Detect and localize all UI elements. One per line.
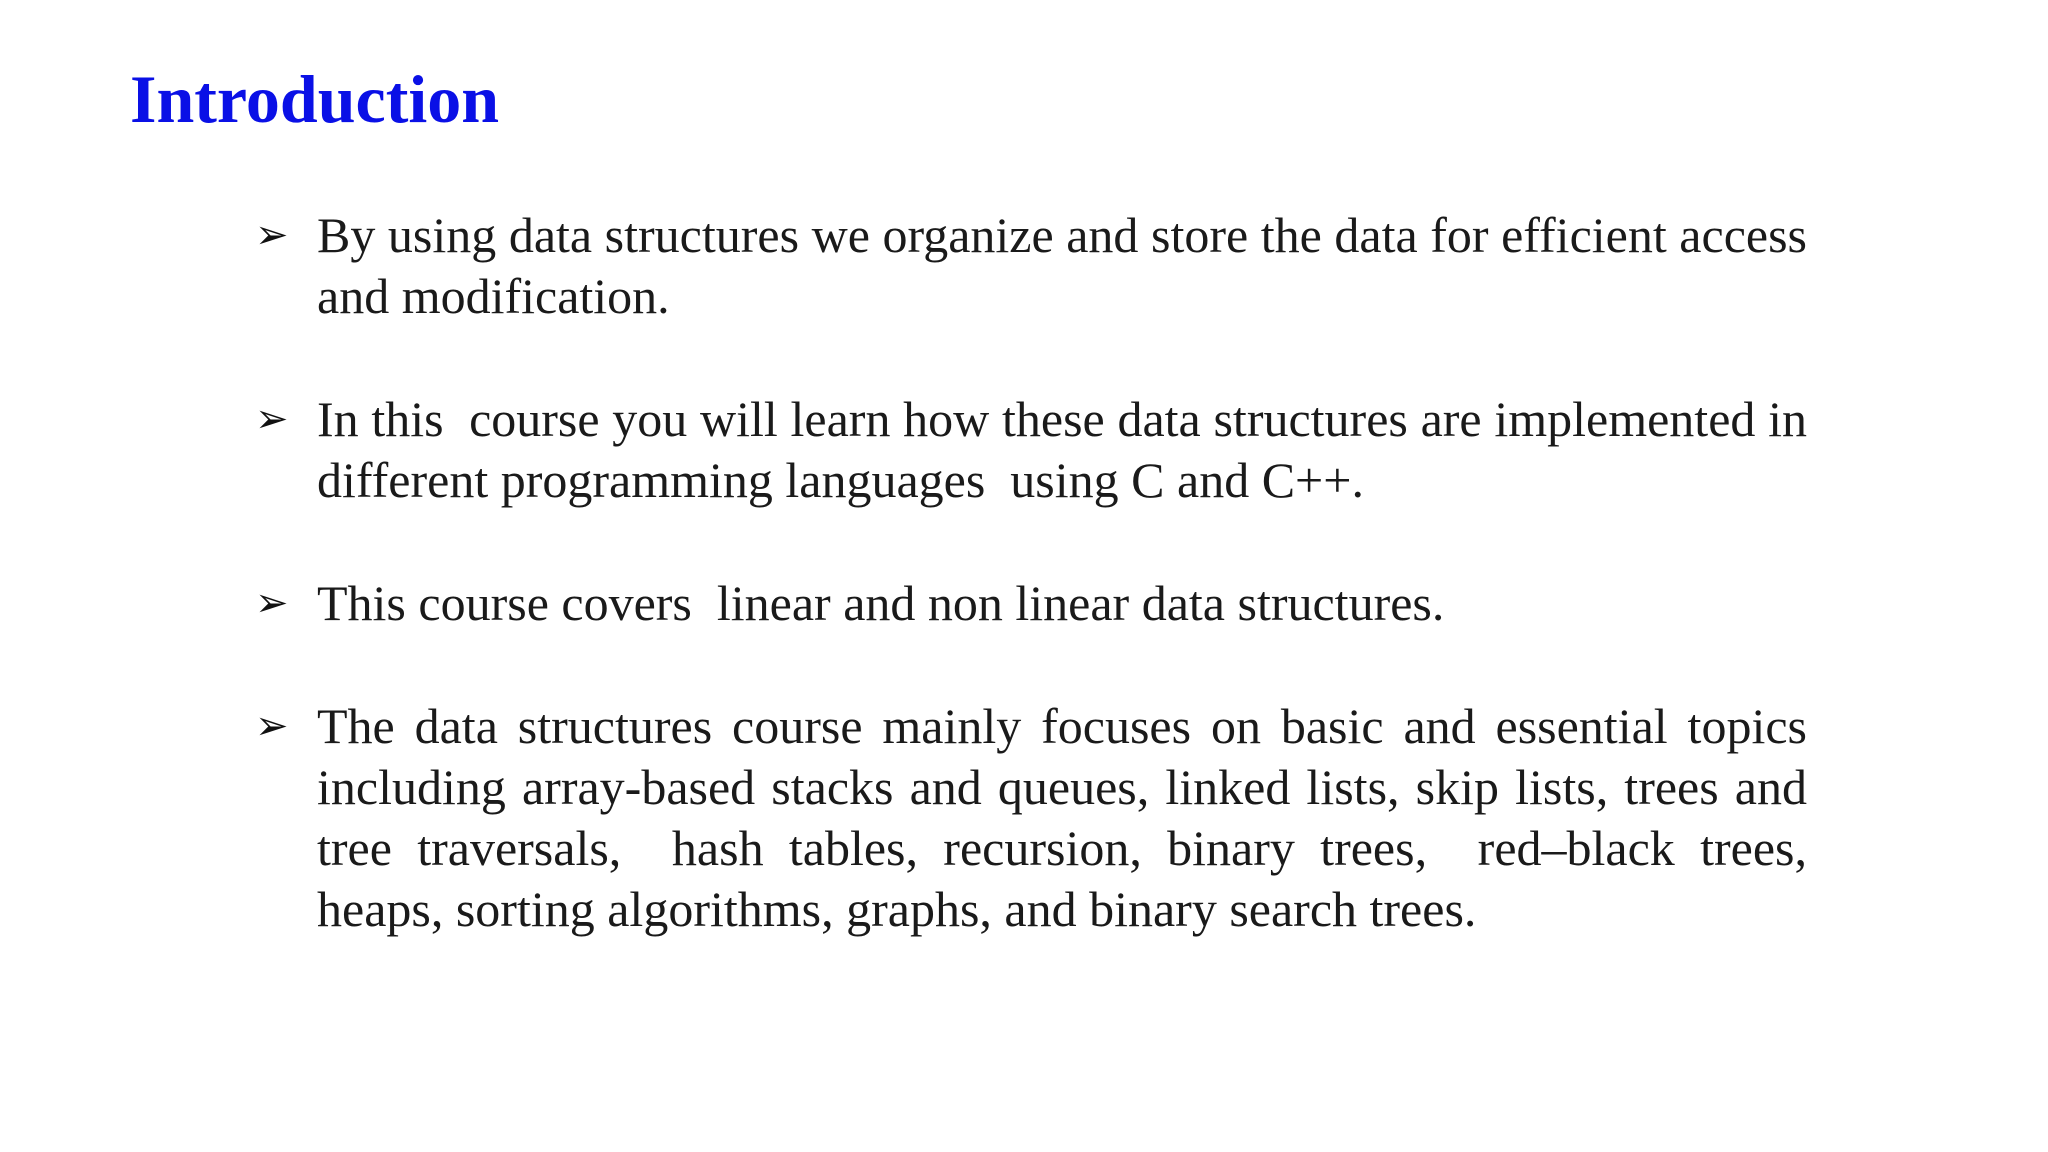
bullet-list: [255, 205, 1820, 1002]
bullet-item: [255, 696, 1820, 940]
bullet-text: In this course you will learn how these data structures are implemented in different programming languages using C and C++.: [317, 391, 1820, 508]
bullet-item: [255, 573, 1807, 634]
bullet-text: This course covers linear and non linear data structures.: [317, 575, 1445, 631]
slide-title: Introduction: [130, 61, 500, 137]
arrowhead-bullet-icon: ➢: [255, 703, 289, 749]
arrowhead-bullet-icon: ➢: [255, 580, 289, 626]
bullet-item: [255, 389, 1820, 511]
bullet-item: [255, 205, 1820, 327]
bullet-text: By using data structures we organize and store the data for efficient access and modification.: [317, 207, 1820, 324]
arrowhead-bullet-icon: ➢: [255, 396, 289, 442]
arrowhead-bullet-icon: ➢: [255, 212, 289, 258]
bullet-text: The data structures course mainly focuses on basic and essential topics including array-based stacks and queues, linked lists, skip lists, trees and tree traversals, hash tables, recursion, binary trees, red–black trees, heaps, sorting algorithms, graphs, and binary search trees.: [317, 698, 1820, 937]
